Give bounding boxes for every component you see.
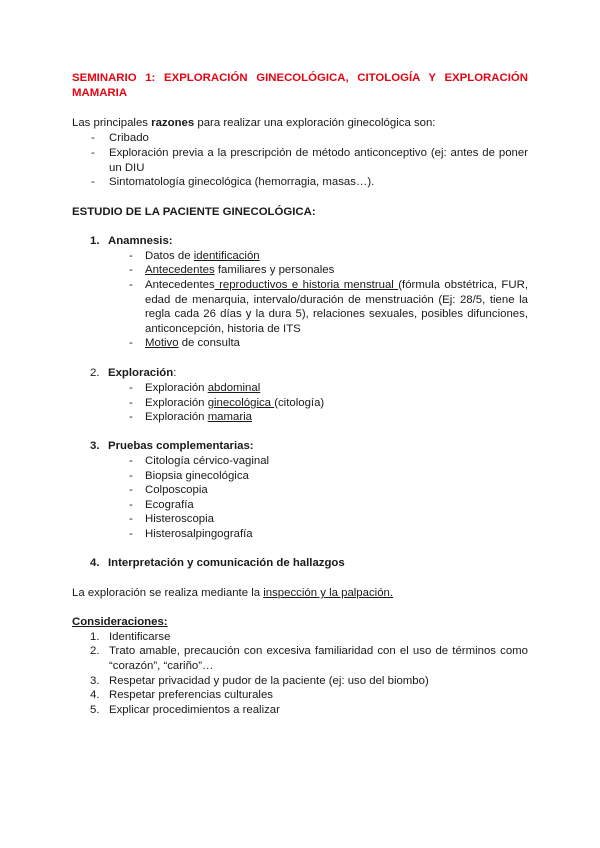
section-title: Pruebas complementarias: [108, 440, 254, 452]
list-item: Histerosalpingografía [145, 528, 253, 540]
list-dash: - [129, 484, 133, 496]
item-text: Exploración [145, 397, 208, 409]
item-underlined: ginecológica [207, 397, 275, 409]
list-item: Respetar privacidad y pudor de la paciente (ej: uso del biombo) [109, 675, 429, 687]
list-item [145, 263, 334, 277]
list-dash: - [129, 250, 133, 262]
item-text: Datos de [145, 250, 194, 262]
list-dash: - [129, 411, 133, 423]
list-dash: - [91, 132, 95, 144]
section-title: Exploración [108, 367, 174, 379]
section-number: 4. [90, 557, 100, 569]
section-heading: ESTUDIO DE LA PACIENTE GINECOLÓGICA: [72, 206, 316, 218]
section-number: 2. [90, 367, 100, 379]
list-dash: - [129, 382, 133, 394]
list-number: 2. [90, 645, 100, 657]
sentence-text: La exploración se realiza mediante la [72, 587, 264, 599]
item-text: (fórmula obstétrica, FUR, edad de menarquia, intervalo/duración de menstruación (Ej: 28/5, tiene la regla cada 26 días y la dura 5), relaciones sexuales, posibles difunciones, anticoncepción, historia de ITS [145, 279, 528, 335]
item-text: (citología) [274, 397, 325, 409]
list-dash: - [129, 264, 133, 276]
considerations-title: Consideraciones: [72, 616, 168, 628]
item-text: familiares y personales [214, 264, 335, 276]
list-item: Ecografía [145, 499, 194, 511]
list-item: Histeroscopia [145, 513, 215, 525]
sentence-underlined: inspección y la palpación. [263, 587, 394, 599]
list-number: 4. [90, 689, 100, 701]
exploration-sentence [72, 586, 393, 600]
item-text: Exploración [145, 411, 208, 423]
item-underlined: reproductivos e historia menstrual [214, 279, 399, 291]
list-number: 1. [90, 631, 100, 643]
list-dash: - [129, 499, 133, 511]
list-number: 5. [90, 704, 100, 716]
list-item [145, 410, 252, 424]
list-item [145, 396, 324, 410]
item-underlined: Antecedentes [145, 264, 215, 276]
item-text: Exploración [145, 382, 208, 394]
item-underlined: abdominal [207, 382, 261, 394]
list-dash: - [91, 176, 95, 188]
list-item [145, 336, 240, 350]
list-item: Exploración previa a la prescripción de método anticonceptivo (ej: antes de poner un DIU [109, 147, 528, 174]
list-item: Biopsia ginecológica [145, 470, 249, 482]
list-dash: - [129, 528, 133, 540]
list-item [145, 249, 260, 263]
list-item: Colposcopia [145, 484, 208, 496]
intro-bold: razones [151, 117, 195, 129]
list-number: 3. [90, 675, 100, 687]
section-title-wrap [108, 366, 176, 380]
section-title: Anamnesis: [108, 235, 173, 247]
intro-post: para realizar una exploración ginecológica son: [194, 117, 436, 129]
item-underlined: identificación [193, 250, 260, 262]
list-item: Cribado [109, 132, 149, 144]
list-item: Respetar preferencias culturales [109, 689, 273, 701]
page-title: SEMINARIO 1: EXPLORACIÓN GINECOLÓGICA, CITOLOGÍA Y EXPLORACIÓN MAMARIA [72, 72, 528, 99]
intro-sentence [72, 116, 435, 130]
section-number: 3. [90, 440, 100, 452]
item-text: Antecedentes [145, 279, 215, 291]
list-dash: - [129, 279, 133, 291]
list-item [145, 278, 528, 336]
list-dash: - [129, 470, 133, 482]
section-colon: : [173, 367, 177, 379]
list-dash: - [91, 147, 95, 159]
item-underlined: mamaria [207, 411, 252, 423]
list-dash: - [129, 397, 133, 409]
section-title: Interpretación y comunicación de hallazgos [108, 557, 345, 569]
list-item [145, 381, 260, 395]
intro-pre: Las principales [72, 117, 152, 129]
list-dash: - [129, 513, 133, 525]
list-item: Identificarse [109, 631, 171, 643]
item-text: de consulta [178, 337, 240, 349]
list-item: Citología cérvico-vaginal [145, 455, 270, 467]
list-item: Sintomatología ginecológica (hemorragia, masas…). [109, 176, 375, 188]
section-number: 1. [90, 235, 100, 247]
list-dash: - [129, 455, 133, 467]
list-item: Explicar procedimientos a realizar [109, 704, 280, 716]
list-item: Trato amable, precaución con excesiva familiaridad con el uso de términos como “corazón”, “cariño”… [109, 645, 528, 672]
list-dash: - [129, 337, 133, 349]
item-underlined: Motivo [145, 337, 179, 349]
